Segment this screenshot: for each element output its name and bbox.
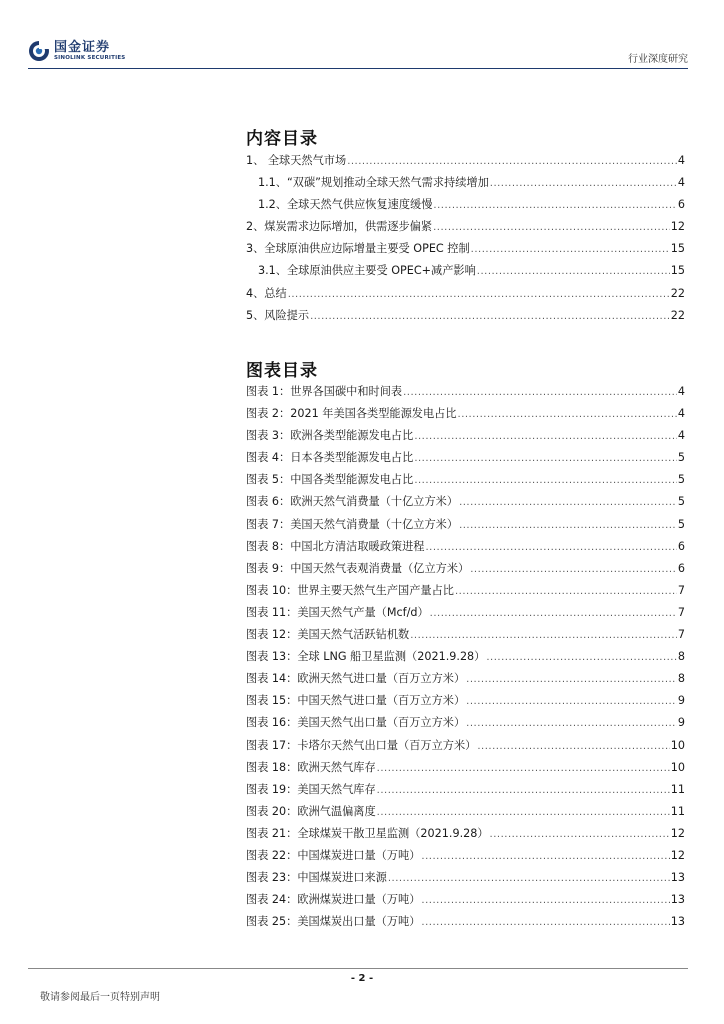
chart-item[interactable] xyxy=(246,803,685,825)
chart-item[interactable] xyxy=(246,670,685,692)
chart-item-page: 12 xyxy=(670,848,685,862)
toc-list xyxy=(246,152,685,329)
chart-index-list xyxy=(246,383,685,935)
toc-item[interactable] xyxy=(246,218,685,240)
chart-item[interactable] xyxy=(246,913,685,935)
toc-item-label: 3.1、全球原油供应主要受 OPEC+减产影响 xyxy=(258,264,476,278)
toc-item-label: 2、煤炭需求边际增加，供需逐步偏紧 xyxy=(246,220,433,234)
toc-item-label: 5、风险提示 xyxy=(246,308,310,322)
chart-item[interactable] xyxy=(246,869,685,891)
toc-item[interactable] xyxy=(246,152,685,174)
chart-item[interactable] xyxy=(246,781,685,803)
chart-item-label: 图表 19：美国天然气库存 xyxy=(246,782,376,796)
chart-item[interactable] xyxy=(246,560,685,582)
chart-item-label: 图表 1：世界各国碳中和时间表 xyxy=(246,385,403,398)
chart-item-page: 6 xyxy=(677,561,685,575)
chart-item[interactable] xyxy=(246,516,685,538)
toc-item-page: 22 xyxy=(670,308,685,322)
chart-item-page: 10 xyxy=(670,760,685,774)
toc-item[interactable] xyxy=(246,196,685,218)
chart-item-page: 5 xyxy=(677,517,685,531)
toc-item[interactable] xyxy=(246,285,685,307)
chart-item-page: 13 xyxy=(670,893,685,907)
chart-item-page: 9 xyxy=(677,716,685,730)
chart-item-page: 11 xyxy=(670,804,685,818)
toc-item-label: 1、 全球天然气市场 xyxy=(246,154,347,167)
chart-item-page: 5 xyxy=(677,495,685,509)
chart-item[interactable] xyxy=(246,493,685,515)
header-divider xyxy=(28,68,688,69)
chart-item[interactable] xyxy=(246,847,685,869)
chart-item[interactable] xyxy=(246,582,685,604)
chart-item-label: 图表 4：日本各类型能源发电占比 xyxy=(246,451,414,465)
toc-item-page: 15 xyxy=(670,264,685,278)
chart-item-page: 9 xyxy=(677,694,685,708)
page-number: - 2 - xyxy=(350,973,374,984)
chart-item-label: 图表 25：美国煤炭出口量（万吨） xyxy=(246,915,421,929)
chart-item-page: 4 xyxy=(677,385,685,398)
toc-title: 内容目录 xyxy=(246,129,318,149)
toc-item-label: 1.1、“双碳”规划推动全球天然气需求持续增加 xyxy=(258,176,489,190)
chart-item-page: 7 xyxy=(677,605,685,619)
page-header xyxy=(28,40,688,66)
chart-item-label: 图表 9：中国天然气表观消费量（亿立方米） xyxy=(246,561,470,575)
chart-item[interactable] xyxy=(246,891,685,913)
chart-item-label: 图表 12：美国天然气活跃钻机数 xyxy=(246,628,410,642)
toc-item[interactable] xyxy=(246,307,685,329)
toc-item-page: 6 xyxy=(677,198,685,212)
chart-item[interactable] xyxy=(246,714,685,736)
chart-item[interactable] xyxy=(246,383,685,405)
chart-item-label: 图表 21：全球煤炭干散卫星监测（2021.9.28） xyxy=(246,826,489,840)
chart-item-page: 4 xyxy=(677,429,685,443)
chart-item-label: 图表 16：美国天然气出口量（百万立方米） xyxy=(246,716,466,730)
toc-item[interactable] xyxy=(246,240,685,262)
chart-item-page: 12 xyxy=(670,826,685,840)
toc-item-page: 12 xyxy=(670,220,685,234)
chart-item[interactable] xyxy=(246,692,685,714)
chart-item-label: 图表 14：欧洲天然气进口量（百万立方米） xyxy=(246,672,466,686)
chart-item-page: 5 xyxy=(677,451,685,465)
chart-item-label: 图表 15：中国天然气进口量（百万立方米） xyxy=(246,694,466,708)
chart-index-title: 图表目录 xyxy=(246,361,318,381)
toc-item[interactable] xyxy=(246,174,685,196)
chart-item[interactable] xyxy=(246,471,685,493)
chart-item[interactable] xyxy=(246,604,685,626)
chart-item-label: 图表 24：欧洲煤炭进口量（万吨） xyxy=(246,893,421,907)
chart-item[interactable] xyxy=(246,648,685,670)
logo-en-text: SINOLINK SECURITIES xyxy=(54,54,126,61)
chart-item-label: 图表 7：美国天然气消费量（十亿立方米） xyxy=(246,517,459,531)
chart-item-page: 13 xyxy=(670,915,685,929)
toc-item-page: 15 xyxy=(670,242,685,256)
chart-item-page: 7 xyxy=(677,583,685,597)
chart-item[interactable] xyxy=(246,449,685,471)
chart-item-label: 图表 23：中国煤炭进口来源 xyxy=(246,871,387,885)
logo-cn-text: 国金证券 xyxy=(54,39,111,55)
toc-item-page: 22 xyxy=(670,286,685,300)
chart-item-page: 8 xyxy=(677,650,685,664)
chart-item-page: 7 xyxy=(677,628,685,642)
chart-item-label: 图表 13：全球 LNG 船卫星监测（2021.9.28） xyxy=(246,650,486,664)
chart-item-label: 图表 6：欧洲天然气消费量（十亿立方米） xyxy=(246,495,459,509)
chart-item-page: 4 xyxy=(677,407,685,421)
chart-item-page: 6 xyxy=(677,539,685,553)
chart-item-label: 图表 22：中国煤炭进口量（万吨） xyxy=(246,848,421,862)
chart-item[interactable] xyxy=(246,759,685,781)
toc-item-label: 1.2、全球天然气供应恢复速度缓慢 xyxy=(258,198,433,212)
report-type: 行业深度研究 xyxy=(628,54,688,65)
chart-item-label: 图表 11：美国天然气产量（Mcf/d） xyxy=(246,605,429,619)
toc-item-label: 3、全球原油供应边际增量主要受 OPEC 控制 xyxy=(246,242,470,256)
footer-disclaimer: 敬请参阅最后一页特别声明 xyxy=(40,992,160,1003)
chart-item-label: 图表 3：欧洲各类型能源发电占比 xyxy=(246,429,414,443)
chart-item-label: 图表 5：中国各类型能源发电占比 xyxy=(246,473,414,487)
chart-item[interactable] xyxy=(246,737,685,759)
company-logo xyxy=(28,40,125,62)
chart-item-label: 图表 18：欧洲天然气库存 xyxy=(246,760,376,774)
toc-item[interactable] xyxy=(246,262,685,284)
footer-divider xyxy=(28,968,688,969)
chart-item[interactable] xyxy=(246,405,685,427)
chart-item-label: 图表 17：卡塔尔天然气出口量（百万立方米） xyxy=(246,738,477,752)
chart-item[interactable] xyxy=(246,825,685,847)
chart-item-label: 图表 20：欧洲气温偏离度 xyxy=(246,804,376,818)
chart-item-label: 图表 2：2021 年美国各类型能源发电占比 xyxy=(246,407,457,421)
chart-item-page: 8 xyxy=(677,672,685,686)
chart-item-page: 13 xyxy=(670,871,685,885)
toc-item-page: 4 xyxy=(677,176,685,190)
chart-item-page: 10 xyxy=(670,738,685,752)
chart-item-label: 图表 8：中国北方清洁取暖政策进程 xyxy=(246,539,425,553)
chart-item[interactable] xyxy=(246,427,685,449)
logo-mark-icon xyxy=(28,40,50,62)
chart-item-label: 图表 10：世界主要天然气生产国产量占比 xyxy=(246,583,454,597)
chart-item-page: 11 xyxy=(670,782,685,796)
chart-item-page: 5 xyxy=(677,473,685,487)
chart-item[interactable] xyxy=(246,626,685,648)
chart-item[interactable] xyxy=(246,538,685,560)
toc-item-page: 4 xyxy=(677,154,685,167)
toc-item-label: 4、总结 xyxy=(246,286,287,300)
